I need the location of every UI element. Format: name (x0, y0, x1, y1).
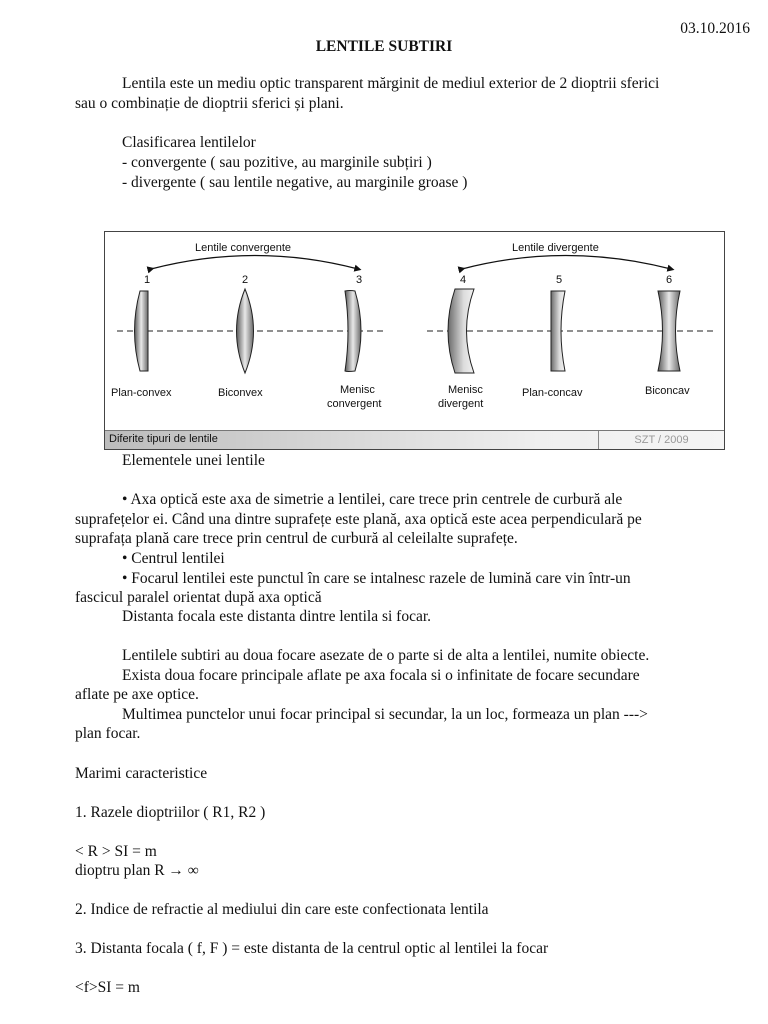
lens-diagram (105, 232, 724, 449)
lens-label-plan-convex: Plan-convex (111, 387, 172, 399)
optical-axis-line-1: • Axa optică este axa de simetrie a lentilei, care trece prin centrele de curbură ale (122, 491, 623, 508)
lens-label-plan-concav: Plan-concav (522, 387, 583, 399)
elements-heading: Elementele unei lentile (122, 452, 265, 469)
optical-axis-line-3: suprafața plană care trece prin centrul de curbură al celeilalte suprafețe. (75, 530, 518, 547)
focars-paragraph-3-line-2: plan focar. (75, 725, 141, 742)
classification-item-divergent: - divergente ( sau lentile negative, au marginile groase ) (122, 174, 468, 191)
figure-caption-bar (105, 430, 724, 449)
lens-label-menisc-convergent-2: convergent (327, 398, 382, 410)
characteristic-item-3: 3. Distanta focala ( f, F ) = este distanta de la centrul optic al lentilei la focar (75, 940, 549, 957)
focars-paragraph-1: Lentilele subtiri au doua focare asezate de o parte si de alta a lentilei, numite obiecte. (122, 647, 650, 664)
focal-distance-definition: Distanta focala este distanta dintre lentila si focar. (122, 608, 432, 625)
lens-number-2: 2 (242, 274, 249, 286)
focars-paragraph-3-line-1: Multimea punctelor unui focar principal si secundar, la un loc, formeaza un plan ---> (122, 706, 648, 723)
group-label-divergent: Lentile divergente (512, 242, 599, 254)
document-date: 03.10.2016 (680, 20, 750, 37)
characteristic-item-2: 2. Indice de refractie al mediului din care este confectionata lentila (75, 901, 489, 918)
group-label-convergent: Lentile convergente (195, 242, 292, 254)
lens-label-biconvex: Biconvex (218, 387, 263, 399)
lens-number-5: 5 (556, 274, 563, 286)
lens-number-4: 4 (460, 274, 467, 286)
focus-line-1: • Focarul lentilei este punctul în care se intalnesc razele de lumină care vin într-un (122, 570, 631, 587)
focars-paragraph-2-line-2: aflate pe axe optice. (75, 686, 199, 703)
lens-label-menisc-divergent-1: Menisc (448, 384, 483, 396)
characteristics-heading: Marimi caracteristice (75, 765, 208, 782)
lens-label-biconcav: Biconcav (645, 385, 690, 397)
lens-label-menisc-divergent-2: divergent (438, 398, 484, 410)
focars-paragraph-2-line-1: Exista doua focare principale aflate pe axa focala si o infinitate de focare secundare (122, 667, 640, 684)
characteristic-item-1: 1. Razele dioptriilor ( R1, R2 ) (75, 804, 266, 821)
intro-line-1: Lentila este un mediu optic transparent mărginit de mediul exterior de 2 dioptrii sferici (122, 75, 660, 92)
convergent-range-arrow (151, 256, 358, 270)
lens-types-figure (104, 231, 725, 450)
figure-caption: Diferite tipuri de lentile (109, 433, 218, 445)
classification-item-convergent: - convergente ( sau pozitive, au marginile subțiri ) (122, 154, 432, 171)
classification-heading: Clasificarea lentilelor (122, 134, 256, 151)
divergent-range-arrow (462, 256, 671, 270)
intro-line-2: sau o combinație de dioptrii sferici și plani. (75, 95, 344, 112)
lens-center-item: • Centrul lentilei (122, 550, 225, 567)
lens-label-menisc-convergent-1: Menisc (340, 384, 375, 396)
optical-axis-line-2: suprafețelor ei. Când una dintre suprafețe este plană, axa optică este acea perpendiculară pe (75, 511, 642, 528)
plane-dioptre-note: dioptru plan R → ∞ (75, 862, 199, 879)
lens-number-3: 3 (356, 274, 363, 286)
lens-number-6: 6 (666, 274, 673, 286)
lens-number-1: 1 (144, 274, 151, 286)
unit-radius: < R > SI = m (75, 843, 157, 860)
unit-focal: <f>SI = m (75, 979, 140, 996)
lens-biconvex (237, 289, 254, 373)
focus-line-2: fascicul paralel orientat după axa optică (75, 589, 322, 606)
lens-plan-convex (135, 291, 149, 371)
figure-credit: SZT / 2009 (598, 431, 724, 449)
page-title: LENTILE SUBTIRI (315, 38, 453, 55)
